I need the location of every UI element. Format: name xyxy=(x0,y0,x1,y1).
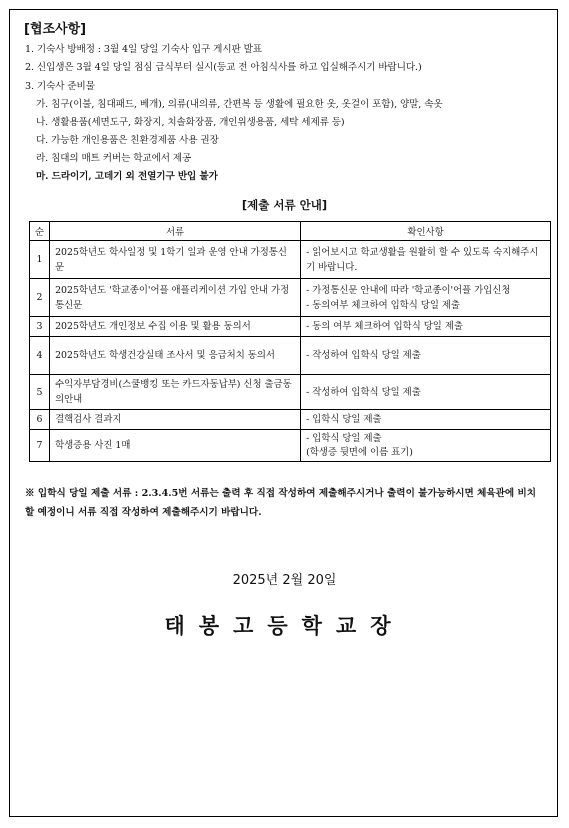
row-document: 학생증용 사진 1매 xyxy=(50,430,301,462)
note-line-3b: 나. 생활용품(세면도구, 화장지, 치솔화장품, 개인위생용품, 세탁 세제류 등) xyxy=(36,117,345,128)
row-num: 5 xyxy=(30,375,50,410)
submission-notice: ※ 입학식 당일 제출 서류 : 2.3.4.5번 서류는 출력 후 직접 작성하여 제출해주시거나 출력이 불가능하시면 체육관에 비치할 예정이니 서류 직접 작성하여 제출해주시기 바랍니다. xyxy=(25,488,537,518)
section-title: [협조사항] xyxy=(24,22,87,37)
document-date: 2025년 2월 20일 xyxy=(232,573,337,588)
row-num: 1 xyxy=(30,241,50,279)
row-check: - 입학식 당일 제출 (학생증 뒷면에 이름 표기) xyxy=(301,430,551,462)
row-check: - 작성하여 입학식 당일 제출 xyxy=(301,337,551,375)
row-num: 6 xyxy=(30,410,50,430)
row-check: - 가정통신문 안내에 따라 '학교종이'어플 가입신청 - 동의여부 체크하여 입학식 당일 제출 xyxy=(301,279,551,317)
documents-table xyxy=(29,221,551,462)
row-num: 2 xyxy=(30,279,50,317)
note-line-3c: 다. 가능한 개인용품은 친환경제품 사용 권장 xyxy=(36,135,219,146)
note-line-3e: 마. 드라이기, 고데기 외 전열기구 반입 불가 xyxy=(36,171,218,182)
table-row xyxy=(30,410,551,430)
table-row xyxy=(30,430,551,462)
header-check: 확인사항 xyxy=(301,222,551,241)
note-line-3: 3. 기숙사 준비물 xyxy=(25,81,95,92)
row-document: 결핵검사 결과지 xyxy=(50,410,301,430)
note-line-3a: 가. 침구(이불, 침대패드, 베개), 의류(내의류, 간편복 등 생활에 필요한 옷, 옷걸이 포함), 양말, 속옷 xyxy=(36,99,443,110)
row-document: 수익자부담경비(스쿨뱅킹 또는 카드자동납부) 신청 출금동의안내 xyxy=(50,375,301,410)
row-check: - 동의 여부 체크하여 입학식 당일 제출 xyxy=(301,317,551,337)
row-check: - 입학식 당일 제출 xyxy=(301,410,551,430)
header-document: 서류 xyxy=(50,222,301,241)
row-check: - 작성하여 입학식 당일 제출 xyxy=(301,375,551,410)
row-num: 4 xyxy=(30,337,50,375)
note-line-2: 2. 신입생은 3월 4일 당일 점심 급식부터 실시(등교 전 아침식사를 하고 입실해주시기 바랍니다.) xyxy=(25,62,422,73)
row-check: - 읽어보시고 학교생활을 원활히 할 수 있도록 숙지해주시기 바랍니다. xyxy=(301,241,551,279)
row-document: 2025학년도 개인정보 수집 이용 및 활용 동의서 xyxy=(50,317,301,337)
table-row xyxy=(30,337,551,375)
table-row xyxy=(30,279,551,317)
row-document: 2025학년도 학사일정 및 1학기 일과 운영 안내 가정통신문 xyxy=(50,241,301,279)
note-line-1: 1. 기숙사 방배정 : 3월 4일 당일 기숙사 입구 게시판 발표 xyxy=(25,44,262,55)
row-num: 3 xyxy=(30,317,50,337)
header-num: 순 xyxy=(30,222,50,241)
table-row xyxy=(30,241,551,279)
row-document: 2025학년도 '학교종이'어플 애플리케이션 가입 안내 가정통신문 xyxy=(50,279,301,317)
table-row xyxy=(30,375,551,410)
note-line-3d: 라. 침대의 매트 커버는 학교에서 제공 xyxy=(36,153,192,164)
table-title: [제출 서류 안내] xyxy=(241,198,328,212)
school-principal-signature: 태봉고등학교장 xyxy=(164,613,405,638)
row-num: 7 xyxy=(30,430,50,462)
row-document: 2025학년도 학생건강실태 조사서 및 응급처치 동의서 xyxy=(50,337,301,375)
table-header-row xyxy=(30,222,551,241)
table-row xyxy=(30,317,551,337)
